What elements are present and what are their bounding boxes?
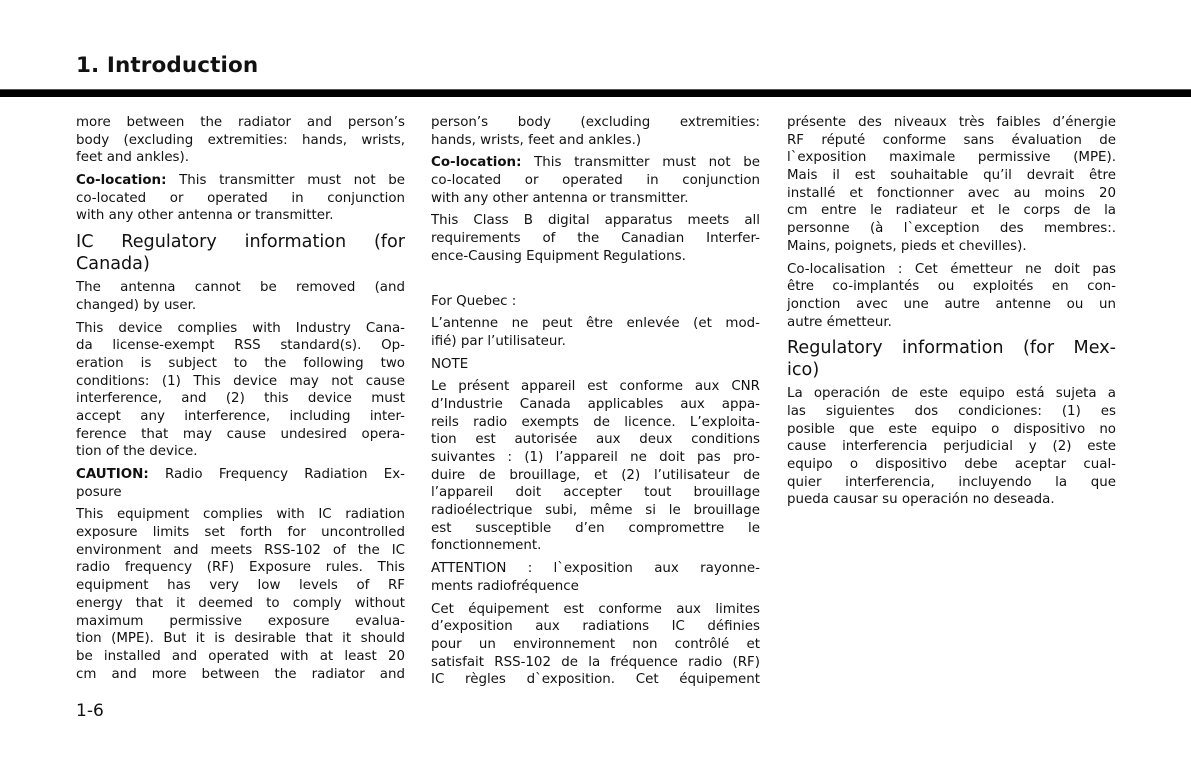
text-line: jonction avec une autre antenne ou un	[787, 296, 1116, 312]
text-line: La operación de este equipo está sujeta a	[787, 386, 1116, 402]
text-line: posure	[76, 484, 122, 500]
text-line: RF réputé conforme sans évaluation de	[787, 132, 1116, 148]
text-line: Mais il est souhaitable qu’il devrait être	[787, 168, 1116, 184]
text-line: posible que este equipo o dispositivo no	[787, 421, 1116, 437]
text-line	[76, 172, 405, 190]
paragraph	[76, 506, 405, 683]
line-text: Radio Frequency Radiation Ex-	[148, 467, 405, 482]
bold-label: Co-location:	[431, 155, 522, 171]
text-line: Regulatory information (for Mex-	[787, 338, 1116, 359]
paragraph	[787, 261, 1116, 332]
bold-label: Co-location:	[76, 173, 167, 189]
text-line: Le présent appareil est conforme aux CNR	[431, 379, 760, 395]
text-line: This Class B digital apparatus meets all	[431, 213, 760, 229]
text-line: more between the radiator and person’s	[76, 115, 405, 130]
column-2	[431, 114, 760, 694]
text-line: co-located or operated in conjunction	[76, 190, 405, 206]
text-line: Cet équipement est conforme aux limites	[431, 601, 760, 617]
text-line: pueda causar su operación no deseada.	[787, 492, 1055, 508]
text-line: with any other antenna or transmitter.	[431, 190, 689, 206]
line-text: This transmitter must not be	[521, 155, 760, 171]
text-line: personne (à l`exception des membres:.	[787, 221, 1116, 237]
text-line	[76, 466, 405, 484]
text-line: accept any interference, including inter-	[76, 408, 405, 424]
text-line: maximum permissive exposure evalua-	[76, 613, 405, 629]
text-line: environment and meets RSS-102 of the IC	[76, 542, 405, 558]
text-line: be installed and operated with at least 20	[76, 648, 405, 664]
paragraph	[787, 385, 1116, 509]
text-line: conditions: (1) This device may not cause	[76, 373, 405, 389]
paragraph	[76, 172, 405, 225]
spacer	[431, 271, 760, 293]
text-line: tion est autorisée aux deux conditions	[431, 432, 760, 448]
paragraph	[76, 466, 405, 501]
text-line: with any other antenna or transmitter.	[76, 208, 334, 224]
header-rule	[0, 89, 1191, 97]
page-title: 1. Introduction	[76, 53, 259, 78]
text-line: radioélectrique subi, même si le brouillage	[431, 503, 760, 519]
paragraph	[76, 114, 405, 167]
text-line: cm and more between the radiator and	[76, 666, 405, 682]
paragraph	[431, 356, 760, 374]
paragraph	[76, 320, 405, 462]
text-line: da license-exempt RSS standard(s). Op-	[76, 338, 405, 354]
text-line: interference, and (2) this device must	[76, 391, 405, 407]
text-line: ence-Causing Equipment Regulations.	[431, 248, 686, 264]
text-line: tion of the device.	[76, 444, 198, 460]
text-line: ATTENTION : l`exposition aux rayonne-	[431, 561, 760, 577]
text-line: Co-localisation : Cet émetteur ne doit pas	[787, 261, 1116, 277]
column-1	[76, 114, 405, 688]
paragraph	[76, 279, 405, 314]
text-line: pour un environnement non contrôlé et	[431, 636, 760, 652]
text-line: cause interferencia perjudicial y (2) este	[787, 439, 1116, 455]
text-line: présente des niveaux très faibles d’énergie	[787, 115, 1116, 130]
line-text: This transmitter must not be	[166, 173, 405, 189]
text-line: tion (MPE). But it is desirable that it should	[76, 631, 405, 647]
text-line: exposure limits set forth for uncontrolled	[76, 525, 405, 541]
section-heading	[787, 337, 1116, 381]
text-line: quier interferencia, incluyendo la que	[787, 474, 1116, 490]
text-line: autre émetteur.	[787, 314, 892, 330]
text-line: feet and ankles).	[76, 150, 190, 166]
text-line: energy that it deemed to comply without	[76, 595, 405, 611]
text-line: ference that may cause undesired opera-	[76, 426, 405, 442]
page-number: 1-6	[76, 701, 104, 721]
paragraph	[787, 114, 1116, 256]
text-line: hands, wrists, feet and ankles.)	[431, 132, 642, 148]
section-heading	[76, 231, 405, 275]
text-line: co-located or operated in conjunction	[431, 173, 760, 189]
text-line: Mains, poignets, pieds et chevilles).	[787, 238, 1027, 254]
text-line: satisfait RSS-102 de la fréquence radio (RF)	[431, 654, 760, 670]
text-line: equipment has very low levels of RF	[76, 578, 405, 594]
paragraph	[431, 212, 760, 265]
bold-label: CAUTION:	[76, 467, 149, 482]
text-line: radio frequency (RF) Exposure rules. This	[76, 560, 405, 576]
text-line: cm entre le radiateur et le corps de la	[787, 203, 1116, 219]
text-line: ments radiofréquence	[431, 578, 579, 594]
text-line: être co-implantés ou exploités en con-	[787, 279, 1116, 295]
text-line: requirements of the Canadian Interfer-	[431, 231, 760, 247]
text-line: person’s body (excluding extremities:	[431, 115, 760, 130]
text-line: reils radio exempts de licence. L’exploita-	[431, 414, 760, 430]
text-line: ico)	[787, 360, 820, 381]
text-line: fonctionnement.	[431, 538, 542, 554]
paragraph	[431, 114, 760, 149]
text-line: equipo o dispositivo debe aceptar cual-	[787, 457, 1116, 472]
text-line: NOTE	[431, 356, 469, 372]
text-line: For Quebec :	[431, 293, 517, 309]
text-line: las siguientes dos condiciones: (1) es	[787, 403, 1116, 419]
text-line: IC Regulatory information (for	[76, 232, 405, 253]
paragraph	[431, 154, 760, 207]
text-line: duire de brouillage, et (2) l’utilisateur de	[431, 467, 760, 483]
text-line: l’appareil doit accepter tout brouillage	[431, 485, 760, 501]
text-line	[431, 154, 760, 172]
text-line: body (excluding extremities: hands, wrists,	[76, 132, 405, 148]
paragraph	[431, 315, 760, 350]
text-line: suivantes : (1) l’appareil ne doit pas pro-	[431, 450, 760, 465]
text-line: d’exposition aux radiations IC définies	[431, 619, 760, 635]
text-line: This equipment complies with IC radiation	[76, 507, 405, 523]
text-line: L’antenne ne peut être enlevée (et mod-	[431, 316, 760, 332]
text-line: ifié) par l’utilisateur.	[431, 333, 566, 349]
paragraph	[431, 293, 760, 311]
text-line: l`exposition maximale permissive (MPE).	[787, 150, 1116, 166]
text-line: eration is subject to the following two	[76, 355, 405, 371]
column-3	[787, 114, 1116, 514]
text-line: est susceptible d’en compromettre le	[431, 520, 760, 536]
text-line: The antenna cannot be removed (and	[76, 280, 405, 296]
paragraph	[431, 560, 760, 595]
text-line: Canada)	[76, 254, 150, 275]
text-line: changed) by user.	[76, 297, 197, 313]
text-line: This device complies with Industry Cana-	[76, 320, 405, 336]
paragraph	[431, 378, 760, 555]
text-line: IC règles d`exposition. Cet équipement	[431, 672, 760, 688]
paragraph	[431, 601, 760, 689]
text-line: installé et fonctionner avec au moins 20	[787, 185, 1116, 201]
text-line: d’Industrie Canada applicables aux appa-	[431, 396, 760, 412]
